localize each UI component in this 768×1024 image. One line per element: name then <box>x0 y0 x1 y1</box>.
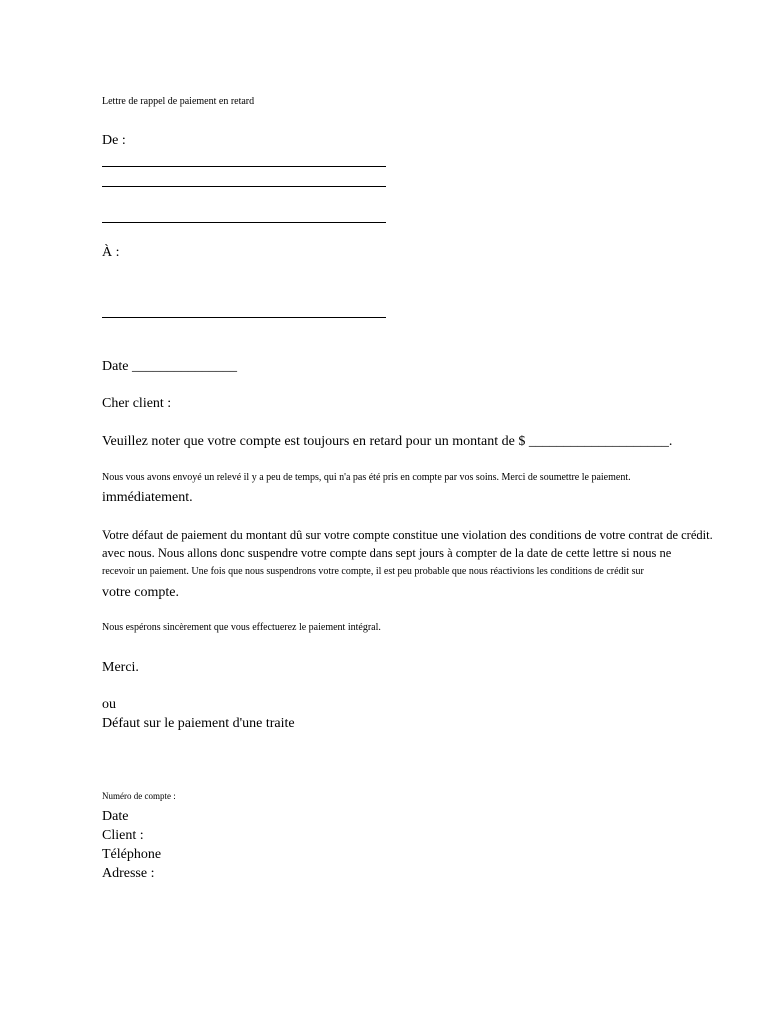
paragraph-2-line-1: Votre défaut de paiement du montant dû sur votre compte constitue une violation des conditions de votre contrat de crédit. <box>102 528 713 542</box>
account-number-label: Numéro de compte : <box>102 791 176 801</box>
amount-blank: ____________________. <box>528 434 673 449</box>
from-line-2 <box>102 186 386 187</box>
field-phone: Téléphone <box>102 847 162 862</box>
salutation: Cher client : <box>102 396 172 411</box>
to-label: À : <box>102 245 120 260</box>
thanks: Merci. <box>102 660 139 675</box>
date-label: Date <box>102 359 129 374</box>
paragraph-1-line-1: Nous vous avons envoyé un relevé il y a peu de temps, qui n'a pas été pris en compte par vos soins. Merci de soumettre le paiement. <box>102 472 631 483</box>
paragraph-2-line-3: recevoir un paiement. Une fois que nous suspendrons votre compte, il est peu probable que nous réactivions les conditions de crédit sur <box>102 566 644 577</box>
field-client: Client : <box>102 828 144 843</box>
letter-title: Lettre de rappel de paiement en retard <box>102 96 255 107</box>
field-address: Adresse : <box>102 866 155 881</box>
to-line <box>102 317 386 318</box>
date-line <box>102 360 237 374</box>
paragraph-2-line-2: avec nous. Nous allons donc suspendre votre compte dans sept jours à compter de la date de cette lettre si nous ne <box>102 546 672 560</box>
field-date: Date <box>102 809 129 824</box>
from-label: De : <box>102 133 126 148</box>
paragraph-2-line-4: votre compte. <box>102 585 179 600</box>
date-blank: _______________ <box>131 359 237 374</box>
from-line-1 <box>102 166 386 167</box>
amount-sentence: Veuillez noter que votre compte est toujours en retard pour un montant de $ <box>102 434 526 449</box>
paragraph-3: Nous espérons sincèrement que vous effectuerez le paiement intégral. <box>102 622 381 633</box>
paragraph-1-line-2: immédiatement. <box>102 490 193 505</box>
from-line-3 <box>102 222 386 223</box>
amount-line <box>102 435 672 449</box>
default-title: Défaut sur le paiement d'une traite <box>102 716 295 731</box>
or-text: ou <box>102 697 116 712</box>
